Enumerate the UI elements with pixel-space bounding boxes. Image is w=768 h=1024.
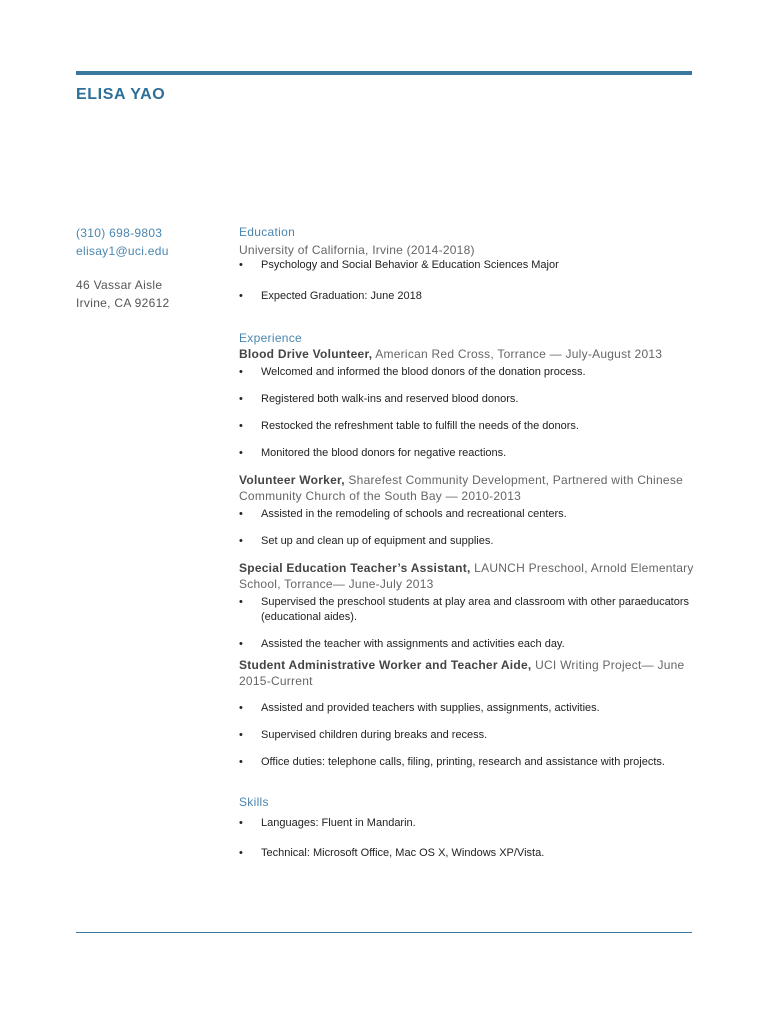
list-item: • Languages: Fluent in Mandarin. [239, 816, 699, 831]
experience-heading: Experience [239, 331, 303, 345]
job-bullets [239, 365, 699, 461]
job-detail: LAUNCH Preschool, Arnold Elementary School, Torrance— June-July 2013 [239, 561, 694, 591]
list-item: • Welcomed and informed the blood donors of the donation process. [239, 365, 699, 380]
contact-block [76, 224, 226, 312]
job-title: Volunteer Worker, [239, 473, 345, 487]
resume-name: ELISA YAO [76, 86, 166, 103]
address-line-2: Irvine, CA 92612 [76, 296, 170, 310]
list-item: • Office duties: telephone calls, filing, printing, research and assistance with projects. [239, 755, 699, 770]
list-item: • Assisted in the remodeling of schools and recreational centers. [239, 507, 699, 522]
education-school: University of California, Irvine (2014-2018) [239, 243, 475, 257]
job-title: Student Administrative Worker and Teacher Aide, [239, 658, 532, 672]
list-item: • Monitored the blood donors for negative reactions. [239, 446, 699, 461]
list-item: • Supervised the preschool students at play area and classroom with other paraeducators (educational aides). [239, 595, 699, 625]
list-item: • Expected Graduation: June 2018 [239, 289, 699, 304]
list-item: • Set up and clean up of equipment and supplies. [239, 534, 699, 549]
job-header [239, 560, 699, 592]
job-detail: American Red Cross, Torrance — July-August 2013 [372, 347, 663, 361]
education-heading: Education [239, 225, 296, 239]
footer-rule [76, 932, 692, 933]
list-item: • Psychology and Social Behavior & Education Sciences Major [239, 258, 699, 273]
job-title: Special Education Teacher’s Assistant, [239, 561, 471, 575]
job-bullets [239, 507, 699, 549]
job-detail: Sharefest Community Development, Partnered with Chinese Community Church of the South Bay — 2010-2013 [239, 473, 683, 503]
list-item: • Supervised children during breaks and recess. [239, 728, 699, 743]
job-bullets [239, 595, 699, 652]
email-address[interactable]: elisay1@uci.edu [76, 244, 169, 258]
phone-number[interactable]: (310) 698-9803 [76, 226, 163, 240]
skills-bullets [239, 816, 699, 861]
job-header [239, 472, 699, 504]
skills-heading: Skills [239, 795, 269, 809]
job-bullets [239, 701, 699, 770]
list-item: • Assisted and provided teachers with supplies, assignments, activities. [239, 701, 699, 716]
job-header [239, 657, 699, 689]
header-rule [76, 71, 692, 75]
job-detail: UCI Writing Project— June 2015-Current [239, 658, 685, 688]
resume-body [239, 224, 699, 861]
education-bullets [239, 258, 699, 304]
list-item: • Registered both walk-ins and reserved blood donors. [239, 392, 699, 407]
list-item: • Restocked the refreshment table to fulfill the needs of the donors. [239, 419, 699, 434]
job-title: Blood Drive Volunteer, [239, 347, 373, 361]
list-item: • Technical: Microsoft Office, Mac OS X, Windows XP/Vista. [239, 846, 699, 861]
job-header [239, 346, 699, 362]
address-line-1: 46 Vassar Aisle [76, 278, 163, 292]
list-item: • Assisted the teacher with assignments and activities each day. [239, 637, 699, 652]
